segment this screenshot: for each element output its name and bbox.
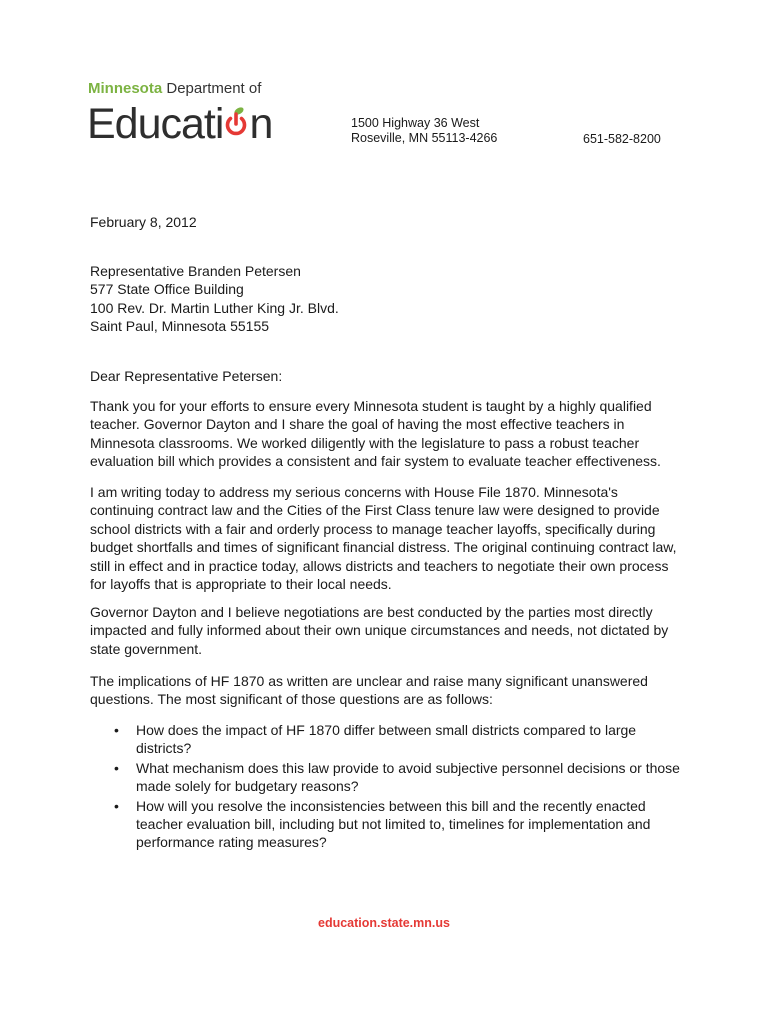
paragraph-line: budget shortfalls and times of significant financial distress. The original continuing contract law, bbox=[90, 539, 677, 556]
logo-word-end: n bbox=[249, 100, 273, 148]
paragraph-line: state government. bbox=[90, 640, 203, 657]
recipient-line: Representative Branden Petersen bbox=[90, 263, 301, 279]
paragraph-line: Governor Dayton and I believe negotiations are best conducted by the parties most directly bbox=[90, 604, 653, 620]
list-item-line: districts? bbox=[136, 740, 192, 757]
mde-logo bbox=[88, 80, 288, 150]
list-item bbox=[90, 759, 690, 796]
question-list bbox=[90, 721, 690, 853]
list-item-line: How will you resolve the inconsistencies between this bill and the recently enacted bbox=[136, 797, 646, 814]
address-line: Roseville, MN 55113-4266 bbox=[351, 131, 498, 145]
letterhead-address bbox=[351, 116, 497, 146]
bullet-marker: • bbox=[114, 759, 119, 776]
paragraph-line: impacted and fully informed about their own unique circumstances and needs, not dictated by bbox=[90, 622, 669, 639]
paragraph-line: evaluation bill which provides a consistent and fair system to evaluate teacher effectiveness. bbox=[90, 453, 661, 470]
logo-education-wordmark bbox=[87, 98, 272, 148]
logo-word-start: Educati bbox=[87, 100, 224, 148]
body-paragraph bbox=[90, 397, 690, 471]
recipient-address bbox=[90, 262, 690, 336]
bullet-marker: • bbox=[114, 797, 119, 814]
body-paragraph bbox=[90, 483, 690, 593]
recipient-line: 577 State Office Building bbox=[90, 281, 244, 298]
list-item-line: teacher evaluation bill, including but not limited to, timelines for implementation and bbox=[136, 816, 651, 833]
paragraph-line: for layoffs that is appropriate to their local needs. bbox=[90, 576, 392, 593]
paragraph-line: The implications of HF 1870 as written are unclear and raise many significant unanswered bbox=[90, 673, 648, 689]
letter-date: February 8, 2012 bbox=[90, 214, 197, 230]
paragraph-line: teacher. Governor Dayton and I share the goal of having the most effective teachers in bbox=[90, 416, 625, 433]
paragraph-line: I am writing today to address my serious concerns with House File 1870. Minnesota's bbox=[90, 484, 618, 500]
bullet-marker: • bbox=[114, 722, 119, 738]
logo-state-name: Minnesota bbox=[88, 80, 163, 97]
paragraph-line: questions. The most significant of those questions are as follows: bbox=[90, 691, 493, 708]
logo-department-text: Department of bbox=[166, 80, 262, 97]
paragraph-line: school districts with a fair and orderly process to manage teacher layoffs, specifically during bbox=[90, 520, 656, 537]
paragraph-line: continuing contract law and the Cities of the First Class tenure law were designed to provide bbox=[90, 502, 660, 519]
recipient-line: Saint Paul, Minnesota 55155 bbox=[90, 318, 270, 335]
paragraph-line: Thank you for your efforts to ensure every Minnesota student is taught by a highly qualified bbox=[90, 398, 652, 414]
list-item-line: How does the impact of HF 1870 differ between small districts compared to large bbox=[136, 722, 637, 738]
letterhead-phone: 651-582-8200 bbox=[583, 132, 661, 146]
paragraph-line: still in effect and in practice today, allows districts and teachers to negotiate their own process bbox=[90, 557, 669, 574]
list-item-line: What mechanism does this law provide to avoid subjective personnel decisions or those bbox=[136, 759, 680, 776]
paragraph-line: Minnesota classrooms. We worked diligently with the legislature to pass a robust teacher bbox=[90, 434, 640, 451]
salutation: Dear Representative Petersen: bbox=[90, 368, 283, 384]
list-item-line: performance rating measures? bbox=[136, 834, 327, 851]
list-item bbox=[90, 721, 690, 758]
recipient-line: 100 Rev. Dr. Martin Luther King Jr. Blvd. bbox=[90, 299, 339, 316]
power-apple-icon bbox=[223, 98, 249, 148]
logo-department-line bbox=[88, 80, 261, 98]
body-paragraph bbox=[90, 603, 690, 658]
address-line: 1500 Highway 36 West bbox=[351, 116, 480, 130]
list-item-line: made solely for budgetary reasons? bbox=[136, 778, 359, 795]
list-item bbox=[90, 797, 690, 852]
footer-website: education.state.mn.us bbox=[318, 916, 450, 930]
body-paragraph bbox=[90, 672, 690, 709]
